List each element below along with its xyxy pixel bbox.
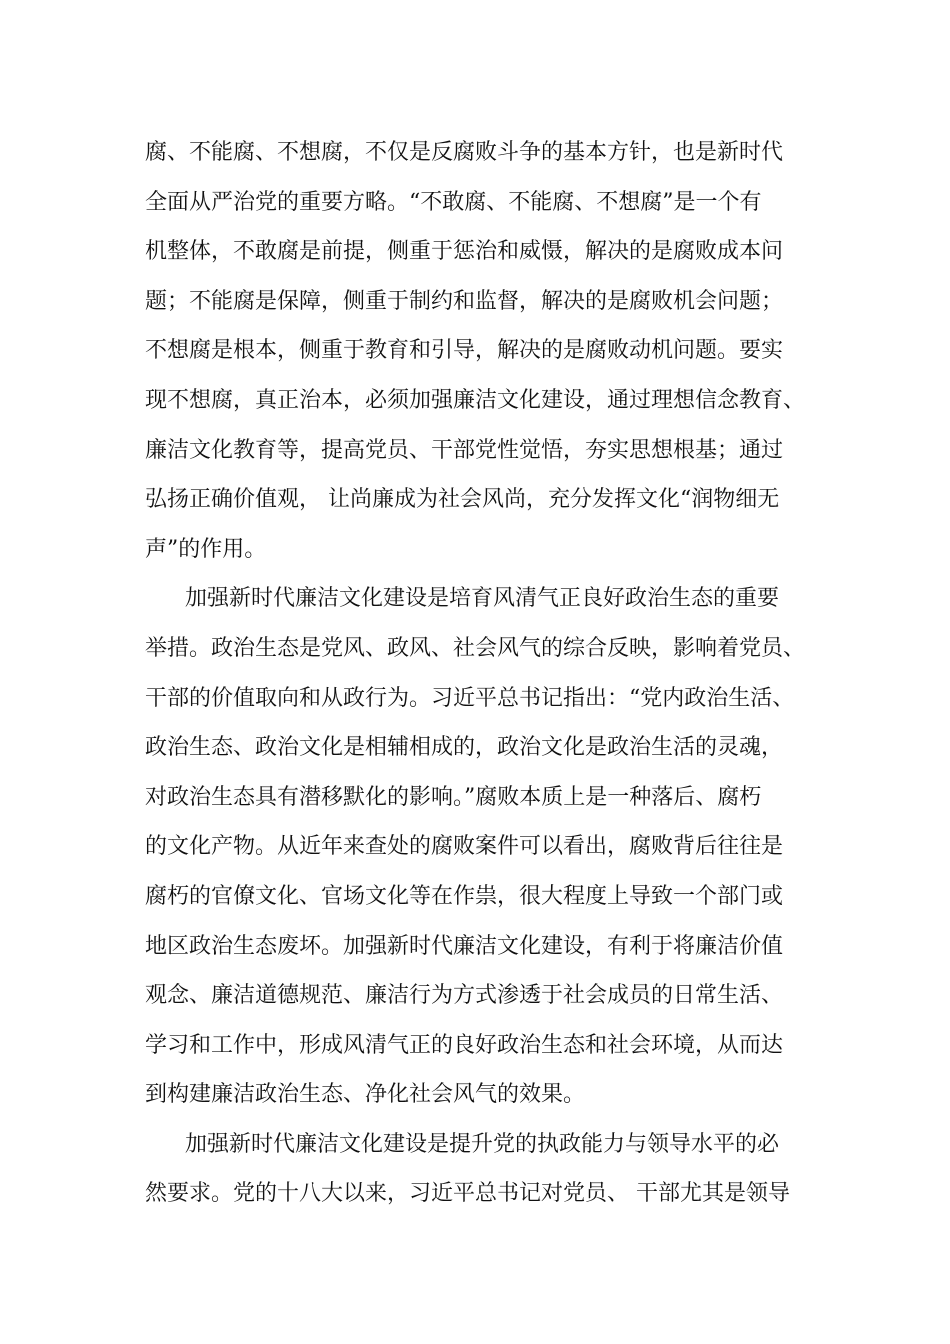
- text-line: 声”的作用。: [145, 536, 267, 562]
- text-line: 现不想腐，真正治本，必须加强廉洁文化建设，通过理想信念教育、: [145, 387, 806, 413]
- text-line: 腐朽的官僚文化、官场文化等在作祟，很大程度上导致一个部门或: [145, 883, 784, 909]
- text-line: 腐、不能腐、不想腐，不仅是反腐败斗争的基本方针，也是新时代: [145, 140, 784, 165]
- text-line: 举措。政治生态是党风、政风、社会风气的综合反映，影响着党员、: [145, 635, 806, 661]
- text-line: 全面从严治党的重要方略。“不敢腐、不能腐、不想腐”是一个有: [145, 189, 762, 215]
- text-line: 到构建廉洁政治生态、净化社会风气的效果。: [145, 1082, 586, 1108]
- text-line: 地区政治生态废坏。加强新时代廉洁文化建设，有利于将廉洁价值: [145, 933, 784, 959]
- text-line: 机整体，不敢腐是前提，侧重于惩治和威慑，解决的是腐败成本问: [145, 239, 784, 265]
- text-line: 廉洁文化教育等，提高党员、干部党性觉悟，夯实思想根基；通过: [145, 437, 784, 463]
- paragraph-1: [145, 128, 825, 574]
- text-line: 加强新时代廉洁文化建设是培育风清气正良好政治生态的重要: [185, 586, 780, 612]
- text-line: 学习和工作中，形成风清气正的良好政治生态和社会环境，从而达: [145, 1032, 784, 1058]
- text-line: 题；不能腐是保障，侧重于制约和监督，解决的是腐败机会问题；: [145, 288, 784, 314]
- text-line: 然要求。党的十八大以来，习近平总书记对党员、 干部尤其是领导: [145, 1181, 790, 1207]
- text-line: 不想腐是根本，侧重于教育和引导，解决的是腐败动机问题。要实: [145, 338, 784, 364]
- paragraph-2: [145, 574, 825, 1120]
- text-line: 的文化产物。从近年来查处的腐败案件可以看出，腐败背后往往是: [145, 834, 784, 860]
- text-line: 加强新时代廉洁文化建设是提升党的执政能力与领导水平的必: [185, 1131, 780, 1157]
- text-line: 干部的价值取向和从政行为。习近平总书记指出：“党内政治生活、: [145, 685, 795, 711]
- paragraph-3: [145, 1120, 825, 1219]
- body-text: [145, 128, 825, 1219]
- text-line: 政治生态、政治文化是相辅相成的，政治文化是政治生活的灵魂，: [145, 735, 784, 761]
- text-line: 对政治生态具有潜移默化的影响。”腐败本质上是一种落后、腐朽: [145, 784, 762, 810]
- text-line: 弘扬正确价值观， 让尚廉成为社会风尚，充分发挥文化“润物细无: [145, 487, 780, 513]
- text-line: 观念、廉洁道德规范、廉洁行为方式渗透于社会成员的日常生活、: [145, 983, 784, 1009]
